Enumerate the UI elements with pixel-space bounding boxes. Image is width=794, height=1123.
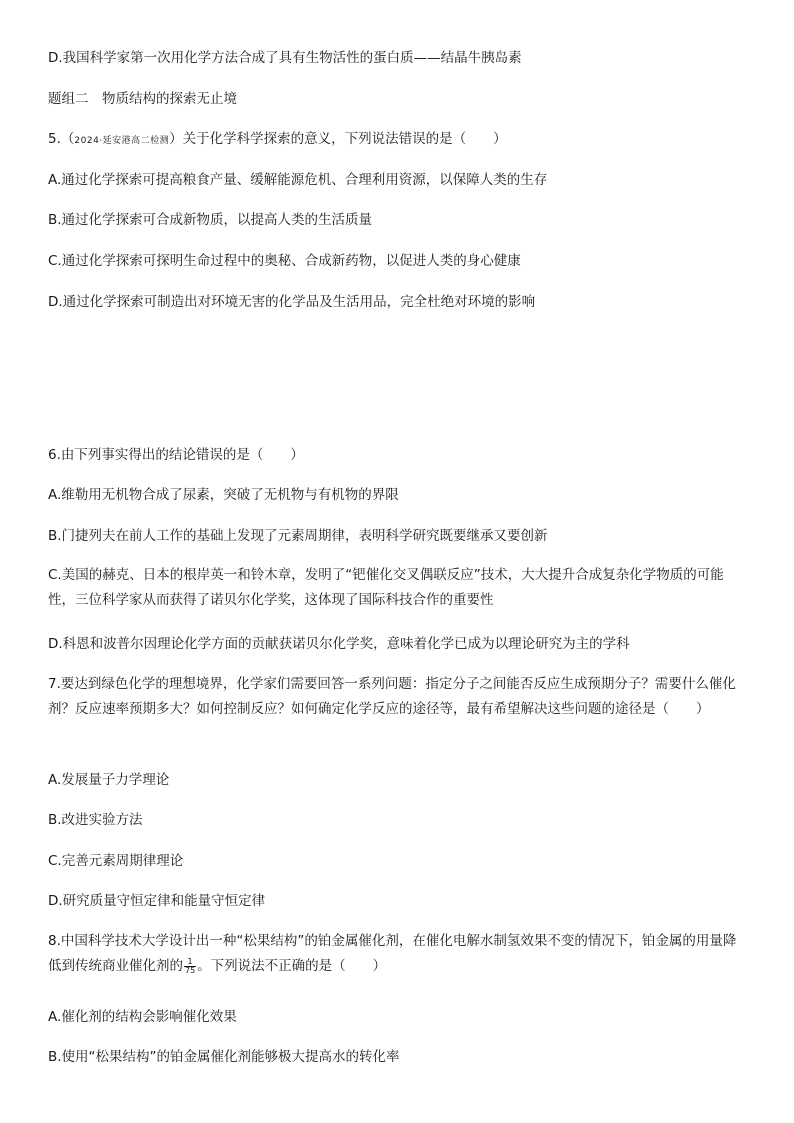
q7-option-c: C.完善元素周期律理论	[48, 853, 184, 869]
q8-option-b: B.使用“松果结构”的铂金属催化剂能够极大提高水的转化率	[48, 1049, 400, 1065]
q4-option-d: D.我国科学家第一次用化学方法合成了具有生物活性的蛋白质——结晶牛胰岛素	[48, 50, 522, 66]
q8-fraction-numerator: 1	[184, 958, 196, 967]
q5-number: 5.（	[48, 131, 75, 147]
q5-option-d: D.通过化学探索可制造出对环境无害的化学品及生活用品，完全杜绝对环境的影响	[48, 294, 536, 310]
q6-option-d: D.科恩和波普尔因理论化学方面的贡献获诺贝尔化学奖，意味着化学已成为以理论研究为主的学科	[48, 636, 630, 652]
q7-stem: 7.要达到绿色化学的理想境界，化学家们需要回答一系列问题：指定分子之间能否反应生成预期分子？需要什么催化剂？反应速率预期多大？如何控制反应？如何确定化学反应的途径等，最有希望解决这些问题的途径是（ ）	[48, 676, 736, 717]
q6-option-a: A.维勒用无机物合成了尿素，突破了无机物与有机物的界限	[48, 487, 399, 503]
section-title: 题组二 物质结构的探索无止境	[48, 91, 237, 107]
q6-option-b: B.门捷列夫在前人工作的基础上发现了元素周期律，表明科学研究既要继承又要创新	[48, 528, 548, 544]
q5-stem-text: ）关于化学科学探索的意义，下列说法错误的是（ ）	[169, 131, 507, 147]
q8-fraction	[184, 958, 196, 975]
q8-option-a: A.催化剂的结构会影响催化效果	[48, 1009, 237, 1025]
q5-option-b: B.通过化学探索可合成新物质，以提高人类的生活质量	[48, 212, 373, 228]
q5-option-c: C.通过化学探索可探明生命过程中的奥秘、合成新药物，以促进人类的身心健康	[48, 253, 521, 269]
q8-stem-text-1: 8.中国科学技术大学设计出一种“松果结构”的铂金属催化剂，在催化电解水制氢效果不变的情况下，铂金属的用量降低到传统商业催化剂的	[48, 933, 737, 974]
q5-source: 2024·延安港高二检测	[74, 136, 170, 146]
q5-stem	[48, 129, 748, 151]
q8-fraction-denominator: 75	[185, 965, 196, 975]
q7-option-d: D.研究质量守恒定律和能量守恒定律	[48, 893, 266, 909]
q8-stem-text-2: 。下列说法不正确的是（ ）	[197, 958, 387, 974]
q7-option-a: A.发展量子力学理论	[48, 772, 170, 788]
q7-option-b: B.改进实验方法	[48, 812, 143, 828]
q5-option-a: A.通过化学探索可提高粮食产量、缓解能源危机、合理利用资源，以保障人类的生存	[48, 172, 548, 188]
q6-option-c: C.美国的赫克、日本的根岸英一和铃木章，发明了“钯催化交叉偶联反应”技术，大大提升合成复杂化学物质的可能性，三位科学家从而获得了诺贝尔化学奖，这体现了国际科技合作的重要性	[48, 567, 724, 608]
q6-stem: 6.由下列事实得出的结论错误的是（ ）	[48, 447, 304, 463]
q8-stem	[48, 929, 748, 979]
